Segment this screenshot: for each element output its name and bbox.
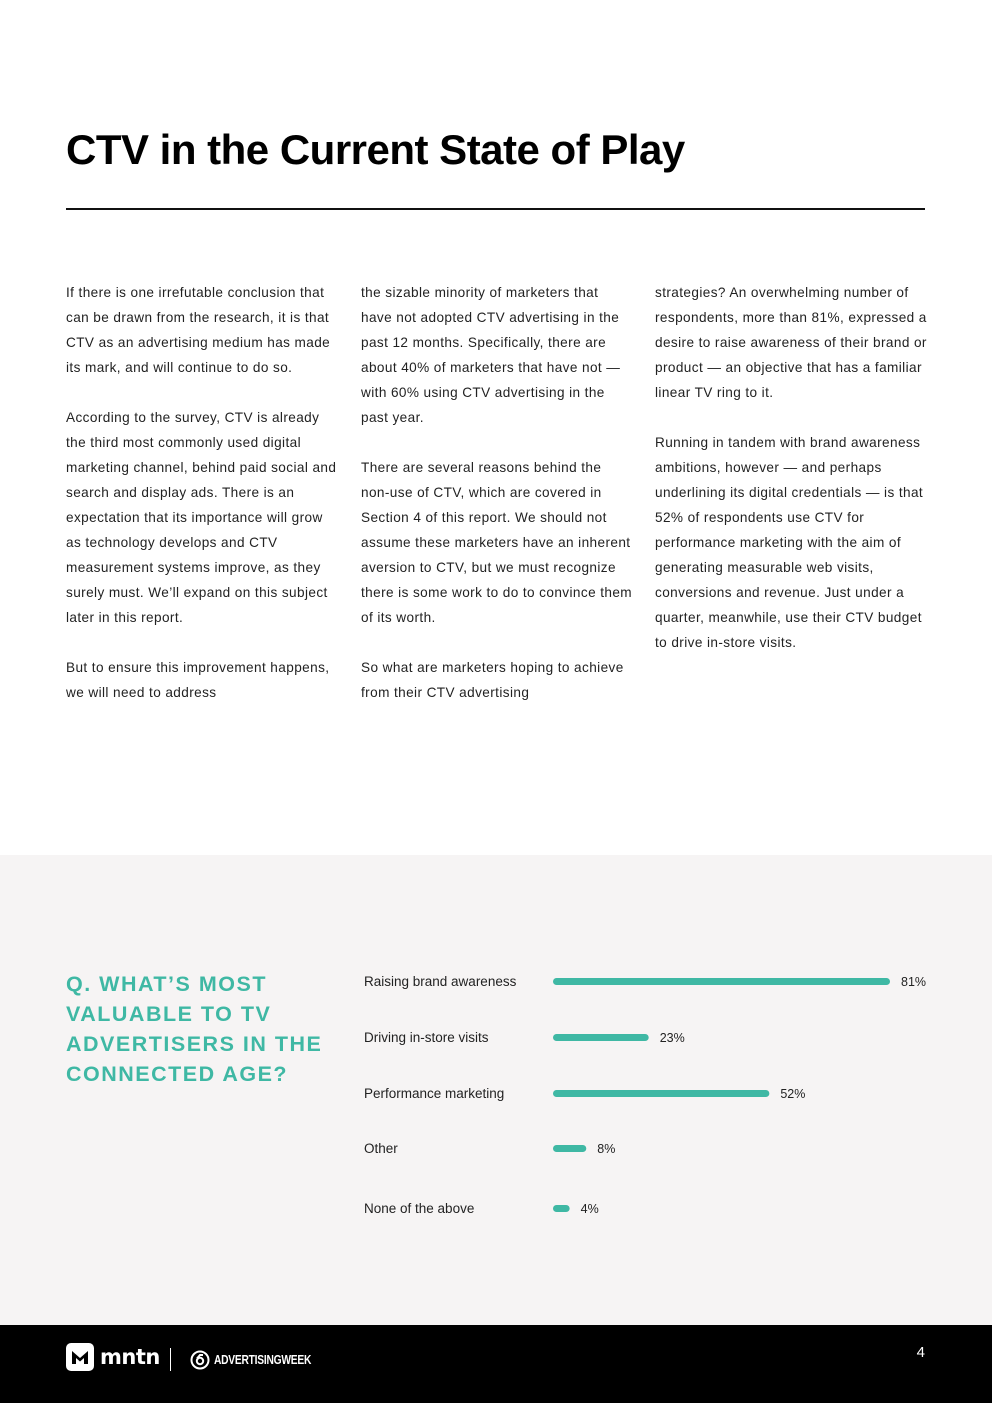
bar-category-label: Other bbox=[364, 1141, 398, 1156]
bar-category-label: Driving in-store visits bbox=[364, 1030, 489, 1045]
page-number: 4 bbox=[916, 1344, 925, 1361]
bar-value-label: 81% bbox=[901, 975, 927, 989]
bar bbox=[553, 1145, 586, 1152]
bar-category-label: None of the above bbox=[364, 1201, 475, 1216]
mntn-logo-icon bbox=[66, 1343, 94, 1371]
advertising-week-wordmark: ADVERTISINGWEEK bbox=[214, 1353, 312, 1367]
paragraph: Running in tandem with brand awareness ambitions, however — and perhaps underlining its digital credentials — is that 52% of respondents use CTV for performance marketing with the aim of generating measurable web visits, conversions and revenue. Just under a quarter, meanwhile, use their CTV budget to drive in-store visits. bbox=[655, 435, 924, 650]
bar-value-label: 8% bbox=[597, 1142, 616, 1156]
footer bbox=[0, 1325, 992, 1403]
paragraph: But to ensure this improvement happens, we will need to address bbox=[66, 660, 330, 700]
title-divider bbox=[66, 208, 925, 210]
mntn-logo bbox=[66, 1343, 160, 1371]
paragraph: the sizable minority of marketers that have not adopted CTV advertising in the past 12 months. Specifically, there are about 40% of marketers that have not — with 60% using CTV advertising in the past year. bbox=[361, 285, 621, 425]
mntn-wordmark: mntn bbox=[100, 1345, 160, 1369]
survey-question: Q. WHAT’S MOST VALUABLE TO TV ADVERTISERS IN THE CONNECTED AGE? bbox=[66, 972, 323, 1086]
bar bbox=[553, 978, 890, 985]
advertising-week-logo bbox=[190, 1350, 332, 1370]
paragraph: According to the survey, CTV is already the third most commonly used digital marketing channel, behind paid social and search and display ads. There is an expectation that its importance will grow as technology develops and CTV measurement systems improve, as they surely must. We’ll expand on this subject later in this report. bbox=[66, 410, 337, 625]
bar-category-label: Raising brand awareness bbox=[364, 974, 517, 989]
paragraph: If there is one irrefutable conclusion that can be drawn from the research, it is that CTV as an advertising medium has made its mark, and will continue to do so. bbox=[66, 285, 331, 375]
text-column-1 bbox=[66, 280, 338, 730]
bar-value-label: 23% bbox=[659, 1031, 685, 1045]
bar bbox=[553, 1090, 769, 1097]
bar-value-label: 52% bbox=[780, 1087, 806, 1101]
paragraph: So what are marketers hoping to achieve from their CTV advertising bbox=[361, 660, 624, 700]
text-column-2 bbox=[361, 280, 633, 730]
survey-chart-panel bbox=[0, 855, 992, 1325]
bar bbox=[553, 1034, 649, 1041]
bar-value-label: 4% bbox=[580, 1202, 599, 1216]
paragraph: There are several reasons behind the non-use of CTV, which are covered in Section 4 of this report. We should not assume these marketers have an inherent aversion to CTV, but we must recognize there is some work to do to convince them of its worth. bbox=[361, 460, 633, 625]
advertising-week-logo-icon bbox=[190, 1350, 210, 1370]
bar-category-label: Performance marketing bbox=[364, 1086, 505, 1101]
bar-chart bbox=[0, 855, 992, 1325]
paragraph: strategies? An overwhelming number of respondents, more than 81%, expressed a desire to raise awareness of their brand or product — an objective that has a familiar linear TV ring to it. bbox=[655, 285, 927, 400]
bar bbox=[553, 1205, 570, 1212]
logo-divider bbox=[170, 1348, 171, 1371]
page-title: CTV in the Current State of Play bbox=[66, 126, 685, 173]
text-column-3 bbox=[655, 280, 927, 680]
